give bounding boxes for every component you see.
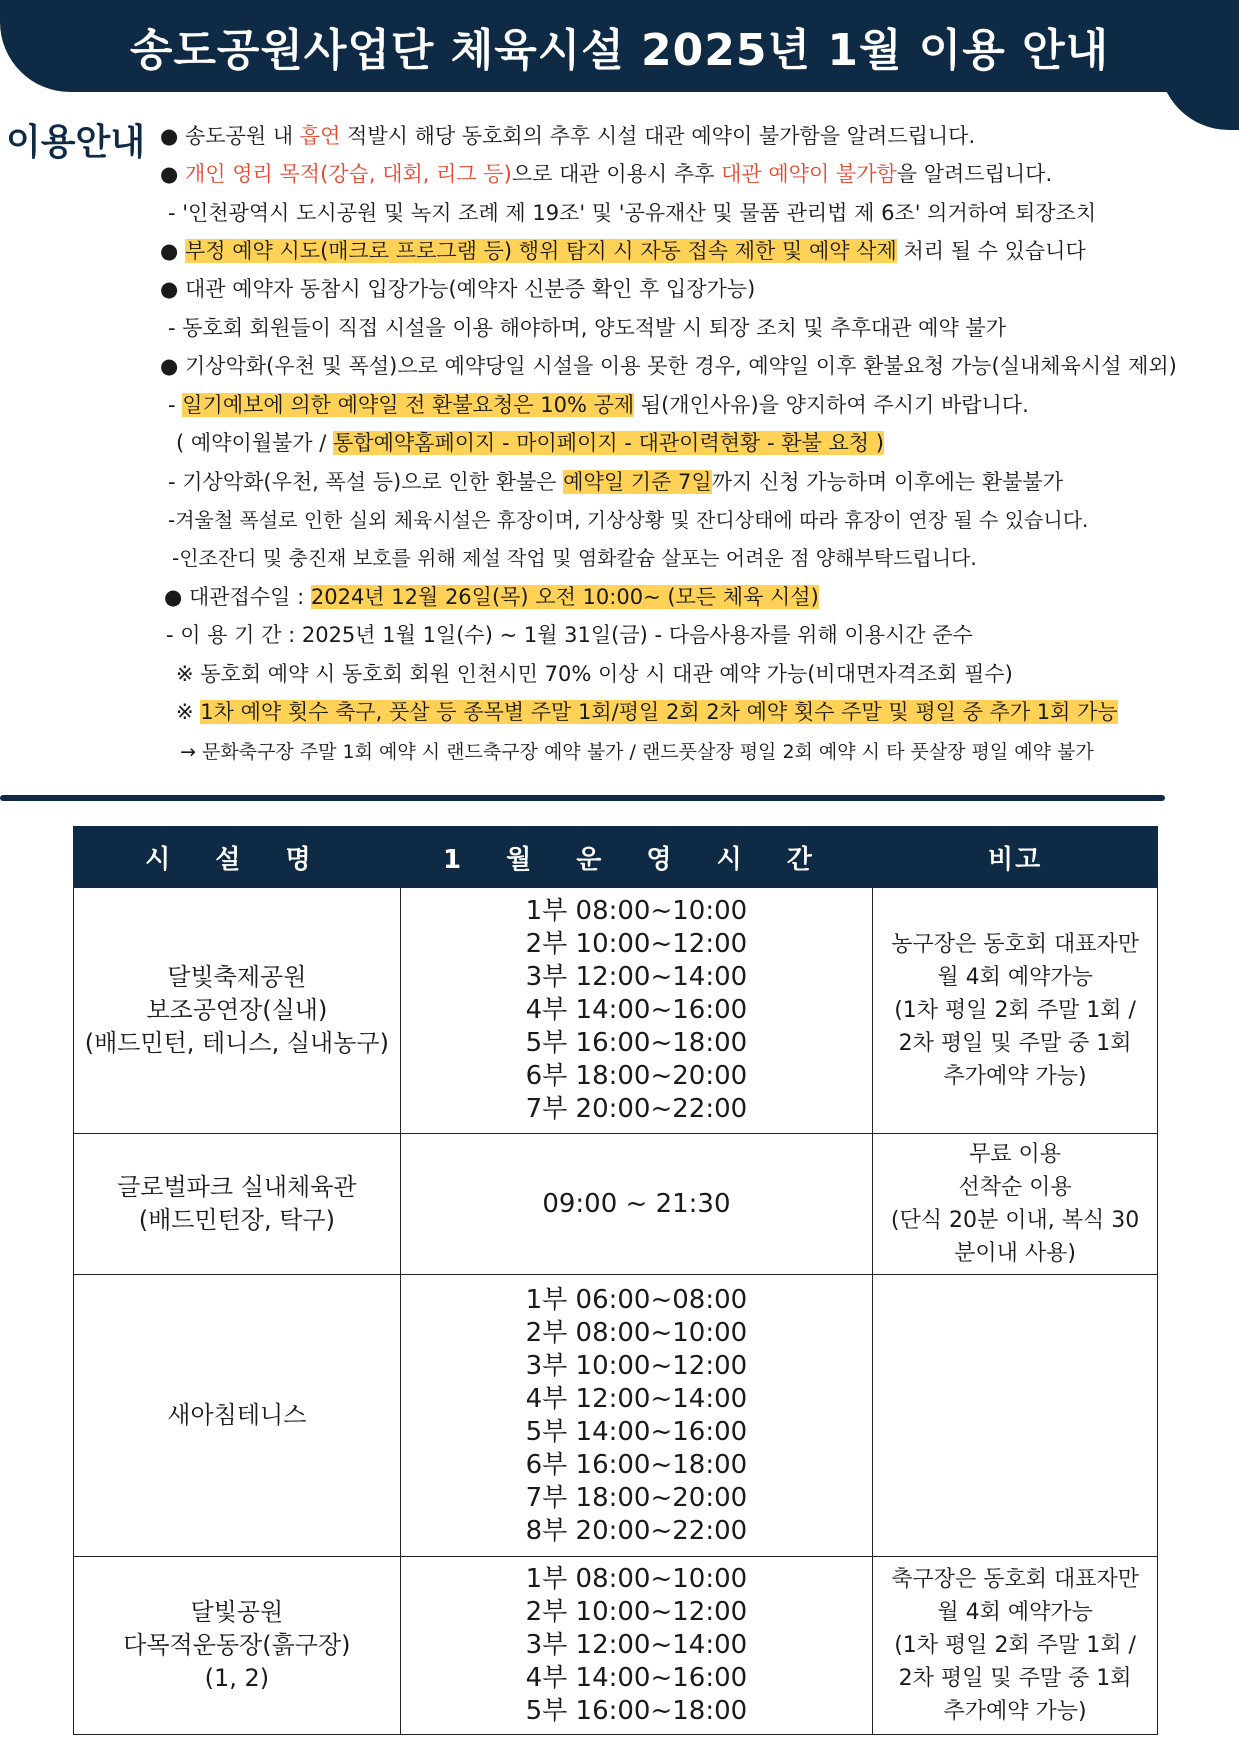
notice-club-residents: ※ 동호회 예약 시 동호회 회원 인천시민 70% 이상 시 대관 예약 가능(비대면자격조회 필수): [176, 662, 1013, 686]
notice-reception-date: ● 대관접수일 : 2024년 12월 26일(목) 오전 10:00~ (모든 체육 시설): [164, 585, 819, 609]
bullet-icon: ●: [160, 354, 179, 378]
table-row: [74, 1557, 1158, 1735]
notice-refund-path: ( 예약이월불가 / 통합예약홈페이지 - 마이페이지 - 대관이력현황 - 환불 요청 ): [176, 431, 884, 455]
notice-regulation: - '인천광역시 도시공원 및 녹지 조례 제 19조' 및 '공유재산 및 물품 관리법 제 6조' 의거하여 퇴장조치: [168, 201, 1097, 225]
page-title: 송도공원사업단 체육시설 2025년 1월 이용 안내: [129, 25, 1110, 76]
notice-period: - 이 용 기 간 : 2025년 1월 1일(수) ~ 1월 31일(금) - 다음사용자를 위해 이용시간 준수: [166, 623, 973, 647]
usage-guide-label: 이용안내: [6, 122, 146, 163]
header-facility: 시 설 명: [74, 827, 401, 888]
notice-commercial: ● 개인 영리 목적(강습, 대회, 리그 등)으로 대관 이용시 추후 대관 예약이 불가함을 알려드립니다.: [160, 162, 1053, 186]
header-hours: 1 월 운 영 시 간: [400, 827, 872, 888]
bullet-icon: ●: [164, 585, 183, 609]
notice-refund-deadline: - 기상악화(우천, 폭설 등)으로 인한 환불은 예약일 기준 7일까지 신청 가능하며 이후에는 환불불가: [168, 470, 1063, 494]
hours-cell: 1부 08:00~10:00 2부 10:00~12:00 3부 12:00~14:00 4부 14:00~16:00 5부 16:00~18:00: [400, 1557, 872, 1735]
notice-companion: ● 대관 예약자 동참시 입장가능(예약자 신분증 확인 후 입장가능): [160, 277, 756, 301]
notice-weather: ● 기상악화(우천 및 폭설)으로 예약당일 시설을 이용 못한 경우, 예약일 이후 환불요청 가능(실내체육시설 제외): [160, 354, 1177, 378]
facility-cell: 새아침테니스: [74, 1275, 401, 1557]
table-row: [74, 1134, 1158, 1275]
notice-cross-booking: → 문화축구장 주말 1회 예약 시 랜드축구장 예약 불가 / 랜드풋살장 평일 2회 예약 시 타 풋살장 평일 예약 불가: [180, 741, 1094, 763]
note-cell: 농구장은 동호회 대표자만 월 4회 예약가능 (1차 평일 2회 주말 1회 / 2차 평일 및 주말 중 1회 추가예약 가능): [873, 888, 1158, 1134]
notice-turf: -인조잔디 및 충진재 보호를 위해 제설 작업 및 염화칼슘 살포는 어려운 점 양해부탁드립니다.: [172, 546, 977, 570]
bullet-icon: ●: [160, 124, 179, 148]
notice-smoking: ● 송도공원 내 흡연 적발시 해당 동호회의 추후 시설 대관 예약이 불가함을 알려드립니다.: [160, 124, 976, 148]
note-cell: [873, 1275, 1158, 1557]
hours-cell: 09:00 ~ 21:30: [400, 1134, 872, 1275]
notice-booking-count: ※ 1차 예약 횟수 축구, 풋살 등 종목별 주말 1회/평일 2회 2차 예약 횟수 주말 및 평일 중 추가 1회 가능: [176, 700, 1118, 724]
schedule-table: [73, 826, 1158, 1735]
notice-fraud: ● 부정 예약 시도(매크로 프로그램 등) 행위 탐지 시 자동 접속 제한 및 예약 삭제 처리 될 수 있습니다: [160, 239, 1086, 263]
facility-cell: 달빛공원 다목적운동장(흙구장) (1, 2): [74, 1557, 401, 1735]
note-cell: 축구장은 동호회 대표자만 월 4회 예약가능 (1차 평일 2회 주말 1회 / 2차 평일 및 주말 중 1회 추가예약 가능): [873, 1557, 1158, 1735]
section-divider: [0, 795, 1165, 801]
table-row: [74, 888, 1158, 1134]
bullet-icon: ●: [160, 162, 179, 186]
hours-cell: 1부 06:00~08:00 2부 08:00~10:00 3부 10:00~12:00 4부 12:00~14:00 5부 14:00~16:00 6부 16:00~18:00 7부 18:00~20:00 8부 20:00~22:00: [400, 1275, 872, 1557]
notice-members: - 동호회 회원들이 직접 시설을 이용 해야하며, 양도적발 시 퇴장 조치 및 추후대관 예약 불가: [168, 316, 1007, 340]
table-header-row: [74, 827, 1158, 888]
bullet-icon: ●: [160, 277, 179, 301]
bullet-icon: ●: [160, 239, 179, 263]
notice-refund-deduction: - 일기예보에 의한 예약일 전 환불요청은 10% 공제 됨(개인사유)을 양지하여 주시기 바랍니다.: [168, 393, 1029, 417]
facility-cell: 달빛축제공원 보조공연장(실내) (배드민턴, 테니스, 실내농구): [74, 888, 401, 1134]
note-cell: 무료 이용 선착순 이용 (단식 20분 이내, 복식 30 분이내 사용): [873, 1134, 1158, 1275]
table-row: [74, 1275, 1158, 1557]
facility-cell: 글로벌파크 실내체육관 (배드민턴장, 탁구): [74, 1134, 401, 1275]
notice-winter-closure: -겨울철 폭설로 인한 실외 체육시설은 휴장이며, 기상상황 및 잔디상태에 따라 휴장이 연장 될 수 있습니다.: [168, 508, 1089, 532]
hours-cell: 1부 08:00~10:00 2부 10:00~12:00 3부 12:00~14:00 4부 14:00~16:00 5부 16:00~18:00 6부 18:00~20:00 7부 20:00~22:00: [400, 888, 872, 1134]
header-note: 비고: [873, 827, 1158, 888]
